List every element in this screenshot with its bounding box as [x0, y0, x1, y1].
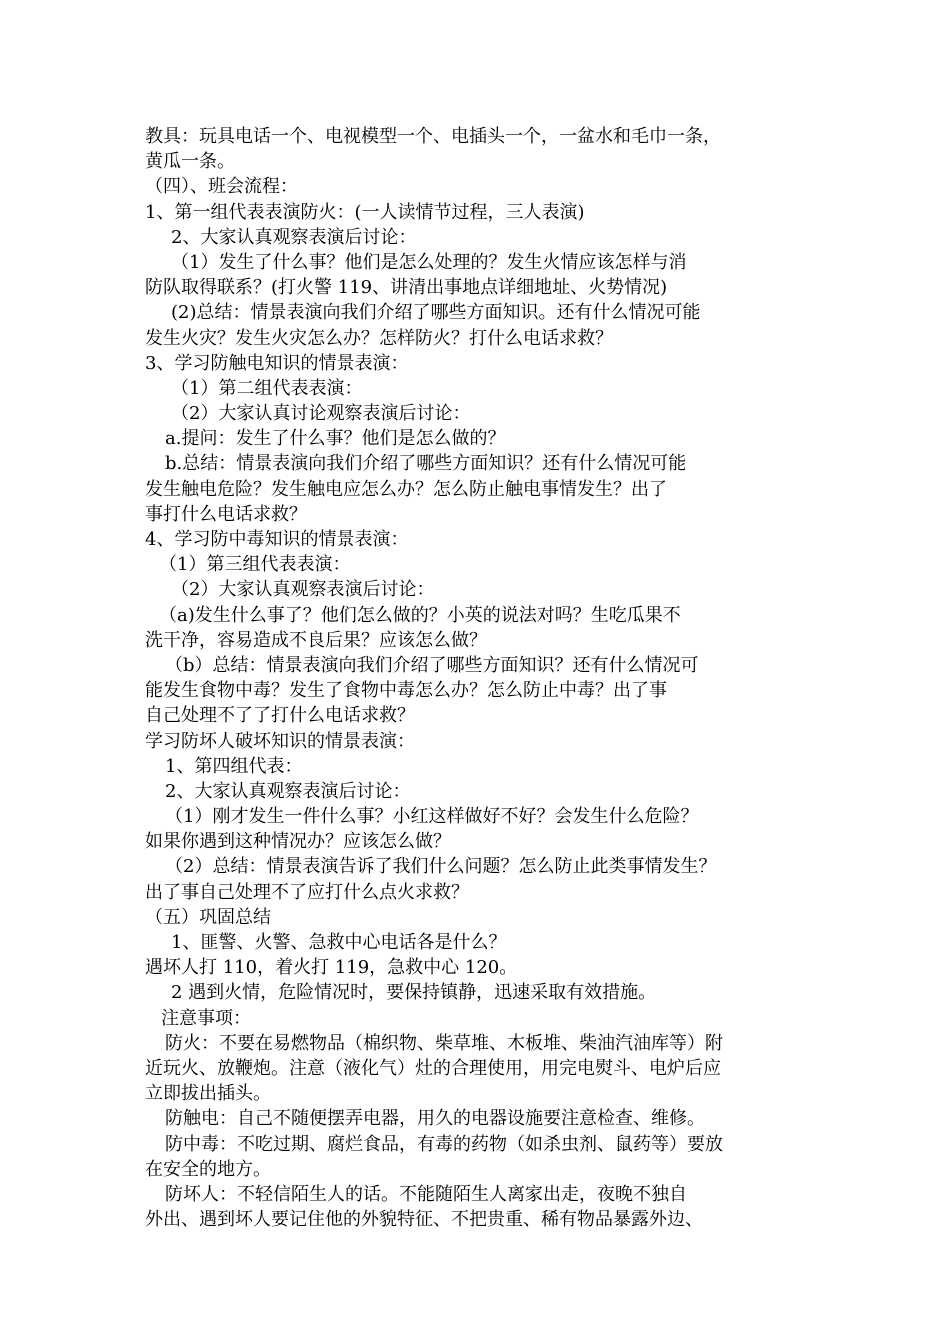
text-line: 2 遇到火情，危险情况时，要保持镇静，迅速采取有效措施。 [171, 982, 657, 1004]
text-line: 洗干净，容易造成不良后果？应该怎么做？ [145, 629, 487, 651]
text-line: （1）刚才发生一件什么事？小红这样做好不好？会发生什么危险？ [165, 806, 699, 828]
text-line: 防队取得联系？(打火警 119、讲清出事地点详细地址、火势情况) [145, 277, 668, 299]
text-line: 近玩火、放鞭炮。注意（液化气）灶的合理使用，用完电熨斗、电炉后应 [145, 1057, 721, 1079]
text-line: 出了事自己处理不了应打什么点火求救？ [145, 881, 469, 903]
text-line: 1、匪警、火警、急救中心电话各是什么？ [171, 932, 507, 953]
text-line: （1）第三组代表表演： [159, 554, 351, 576]
text-line: （四）、班会流程： [145, 176, 298, 198]
text-line: （b）总结：情景表演向我们介绍了哪些方面知识？还有什么情况可 [165, 654, 699, 676]
text-line: （1）发生了什么事？他们是怎么处理的？发生火情应该怎样与消 [171, 251, 687, 273]
text-line: 发生火灾？发生火灾怎么办？怎样防火？打什么电话求救？ [145, 327, 613, 349]
text-line: 防坏人：不轻信陌生人的话。不能随陌生人离家出走，夜晚不独自 [165, 1183, 687, 1205]
text-line: （2）总结：情景表演告诉了我们什么问题？怎么防止此类事情发生？ [165, 856, 717, 878]
document-body [145, 124, 825, 1232]
text-line: 立即拔出插头。 [145, 1083, 271, 1105]
text-line: 注意事项： [161, 1007, 251, 1029]
text-line: 防中毒：不吃过期、腐烂食品，有毒的药物（如杀虫剂、鼠药等）要放 [165, 1133, 723, 1155]
text-line: 2、大家认真观察表演后讨论： [171, 226, 417, 248]
text-line: 外出、遇到坏人要记住他的外貌特征、不把贵重、稀有物品暴露外边、 [145, 1209, 703, 1231]
text-line: （2）大家认真讨论观察表演后讨论： [171, 403, 471, 425]
text-line: 防触电：自己不随便摆弄电器，用久的电器设施要注意检查、维修。 [165, 1108, 705, 1130]
text-line: 在安全的地方。 [145, 1158, 271, 1180]
text-line: 发生触电危险？发生触电应怎么办？怎么防止触电事情发生？出了 [145, 478, 667, 500]
text-line: 黄瓜一条。 [145, 151, 235, 173]
text-line: b.总结：情景表演向我们介绍了哪些方面知识？还有什么情况可能 [165, 453, 687, 475]
text-line: （2）大家认真观察表演后讨论： [171, 579, 435, 601]
text-line: (2)总结：情景表演向我们介绍了哪些方面知识。还有什么情况可能 [171, 302, 701, 324]
text-line: 遇坏人打 110，着火打 119，急救中心 120。 [145, 957, 518, 979]
text-line: （五）巩固总结 [145, 906, 271, 928]
text-line: 能发生食物中毒？发生了食物中毒怎么办？怎么防止中毒？出了事 [145, 680, 667, 702]
text-line: 2、大家认真观察表演后讨论： [165, 780, 411, 802]
text-line: 事打什么电话求救？ [145, 503, 307, 525]
text-line: （1）第二组代表表演： [171, 377, 363, 399]
text-line: 1、第一组代表表演防火：(一人读情节过程，三人表演) [145, 201, 585, 223]
text-line: a.提问：发生了什么事？他们是怎么做的？ [165, 428, 506, 450]
text-line: 4、学习防中毒知识的情景表演： [145, 529, 409, 550]
text-line: 教具：玩具电话一个、电视模型一个、电插头一个，一盆水和毛巾一条， [145, 126, 721, 147]
text-line: 学习防坏人破坏知识的情景表演： [145, 730, 415, 752]
text-line: 防火：不要在易燃物品（棉织物、柴草堆、木板堆、柴油汽油库等）附 [165, 1032, 723, 1054]
text-line: 如果你遇到这种情况办？应该怎么做？ [145, 831, 451, 853]
text-line: 1、第四组代表： [165, 755, 303, 777]
text-line: 自己处理不了了打什么电话求救？ [145, 705, 415, 727]
text-line: 3、学习防触电知识的情景表演： [145, 352, 409, 374]
text-line: （a)发生什么事了？他们怎么做的？小英的说法对吗？生吃瓜果不 [159, 604, 681, 626]
